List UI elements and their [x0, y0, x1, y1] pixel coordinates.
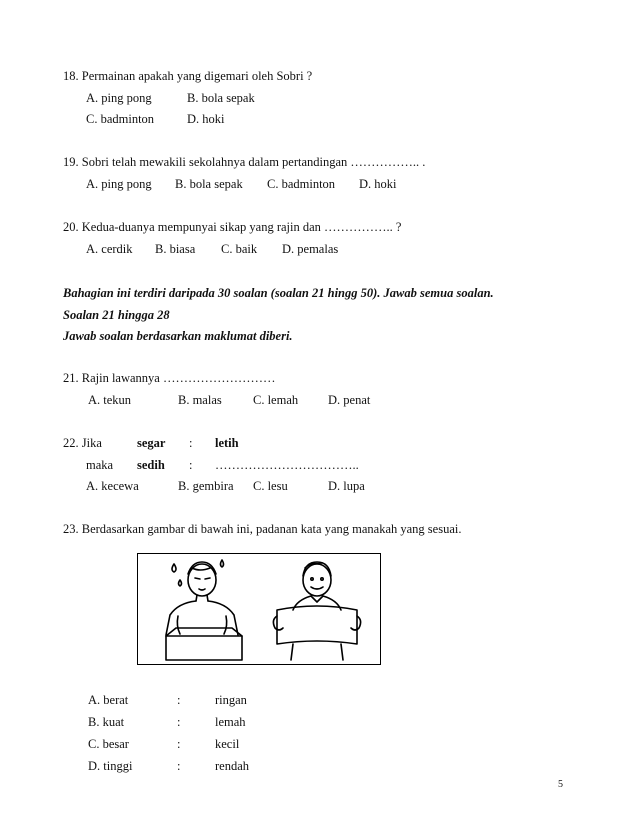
q22-number: 22. Jika	[63, 436, 102, 450]
q20-stem: 20. Kedua-duanya mempunyai sikap yang rajin dan …………….. ?	[63, 220, 402, 234]
q21-option-b: B. malas	[178, 393, 222, 407]
q23-row-a-left: A. berat	[88, 693, 129, 707]
boy-holding-board-illustration	[263, 554, 373, 664]
q23-row-b-colon: :	[177, 715, 181, 729]
q23-row-b-left: B. kuat	[88, 715, 125, 729]
q23-row-d-left: D. tinggi	[88, 759, 133, 773]
section-direction: Jawab soalan berdasarkan maklumat diberi.	[63, 329, 293, 343]
q22-option-d: D. lupa	[328, 479, 365, 493]
q23-row-c-colon: :	[177, 737, 181, 751]
q18-option-a: A. ping pong	[86, 91, 152, 105]
q23-row-c-right: kecil	[215, 737, 240, 751]
section-range: Soalan 21 hingga 28	[63, 308, 170, 322]
page-number: 5	[558, 779, 563, 790]
q22-word-segar: segar	[137, 436, 166, 450]
q23-row-d-colon: :	[177, 759, 181, 773]
section-instruction: Bahagian ini terdiri daripada 30 soalan (soalan 21 hingg 50). Jawab semua soalan.	[63, 286, 494, 300]
q22-word-sedih: sedih	[137, 458, 165, 472]
q20-option-a: A. cerdik	[86, 242, 133, 256]
q23-stem: 23. Berdasarkan gambar di bawah ini, padanan kata yang manakah yang sesuai.	[63, 522, 462, 536]
q19-option-c: C. badminton	[267, 177, 336, 191]
q21-option-c: C. lemah	[253, 393, 299, 407]
q23-row-c-left: C. besar	[88, 737, 129, 751]
q23-row-d-right: rendah	[215, 759, 250, 773]
q23-row-a-colon: :	[177, 693, 181, 707]
q22-colon-2: :	[189, 458, 193, 472]
q21-stem: 21. Rajin lawannya ………………………	[63, 371, 276, 385]
q19-option-a: A. ping pong	[86, 177, 152, 191]
q22-blank: ……………………………..	[215, 458, 359, 472]
q18-option-c: C. badminton	[86, 112, 155, 126]
q23-row-a-right: ringan	[215, 693, 247, 707]
q20-option-b: B. biasa	[155, 242, 196, 256]
q19-option-d: D. hoki	[359, 177, 397, 191]
q22-option-a: A. kecewa	[86, 479, 139, 493]
q22-option-b: B. gembira	[178, 479, 234, 493]
q20-option-c: C. baik	[221, 242, 258, 256]
q23-illustration	[137, 553, 381, 665]
q18-option-b: B. bola sepak	[187, 91, 255, 105]
boy-carrying-heavy-box-illustration	[144, 554, 254, 664]
q23-row-b-right: lemah	[215, 715, 246, 729]
q18-stem: 18. Permainan apakah yang digemari oleh Sobri ?	[63, 69, 313, 83]
q22-colon-1: :	[189, 436, 193, 450]
q22-option-c: C. lesu	[253, 479, 288, 493]
q22-word-letih: letih	[215, 436, 239, 450]
q20-option-d: D. pemalas	[282, 242, 339, 256]
q18-option-d: D. hoki	[187, 112, 225, 126]
q19-stem: 19. Sobri telah mewakili sekolahnya dalam pertandingan …………….. .	[63, 155, 426, 169]
q19-option-b: B. bola sepak	[175, 177, 243, 191]
q21-option-d: D. penat	[328, 393, 371, 407]
q21-option-a: A. tekun	[88, 393, 132, 407]
q22-maka: maka	[86, 458, 114, 472]
